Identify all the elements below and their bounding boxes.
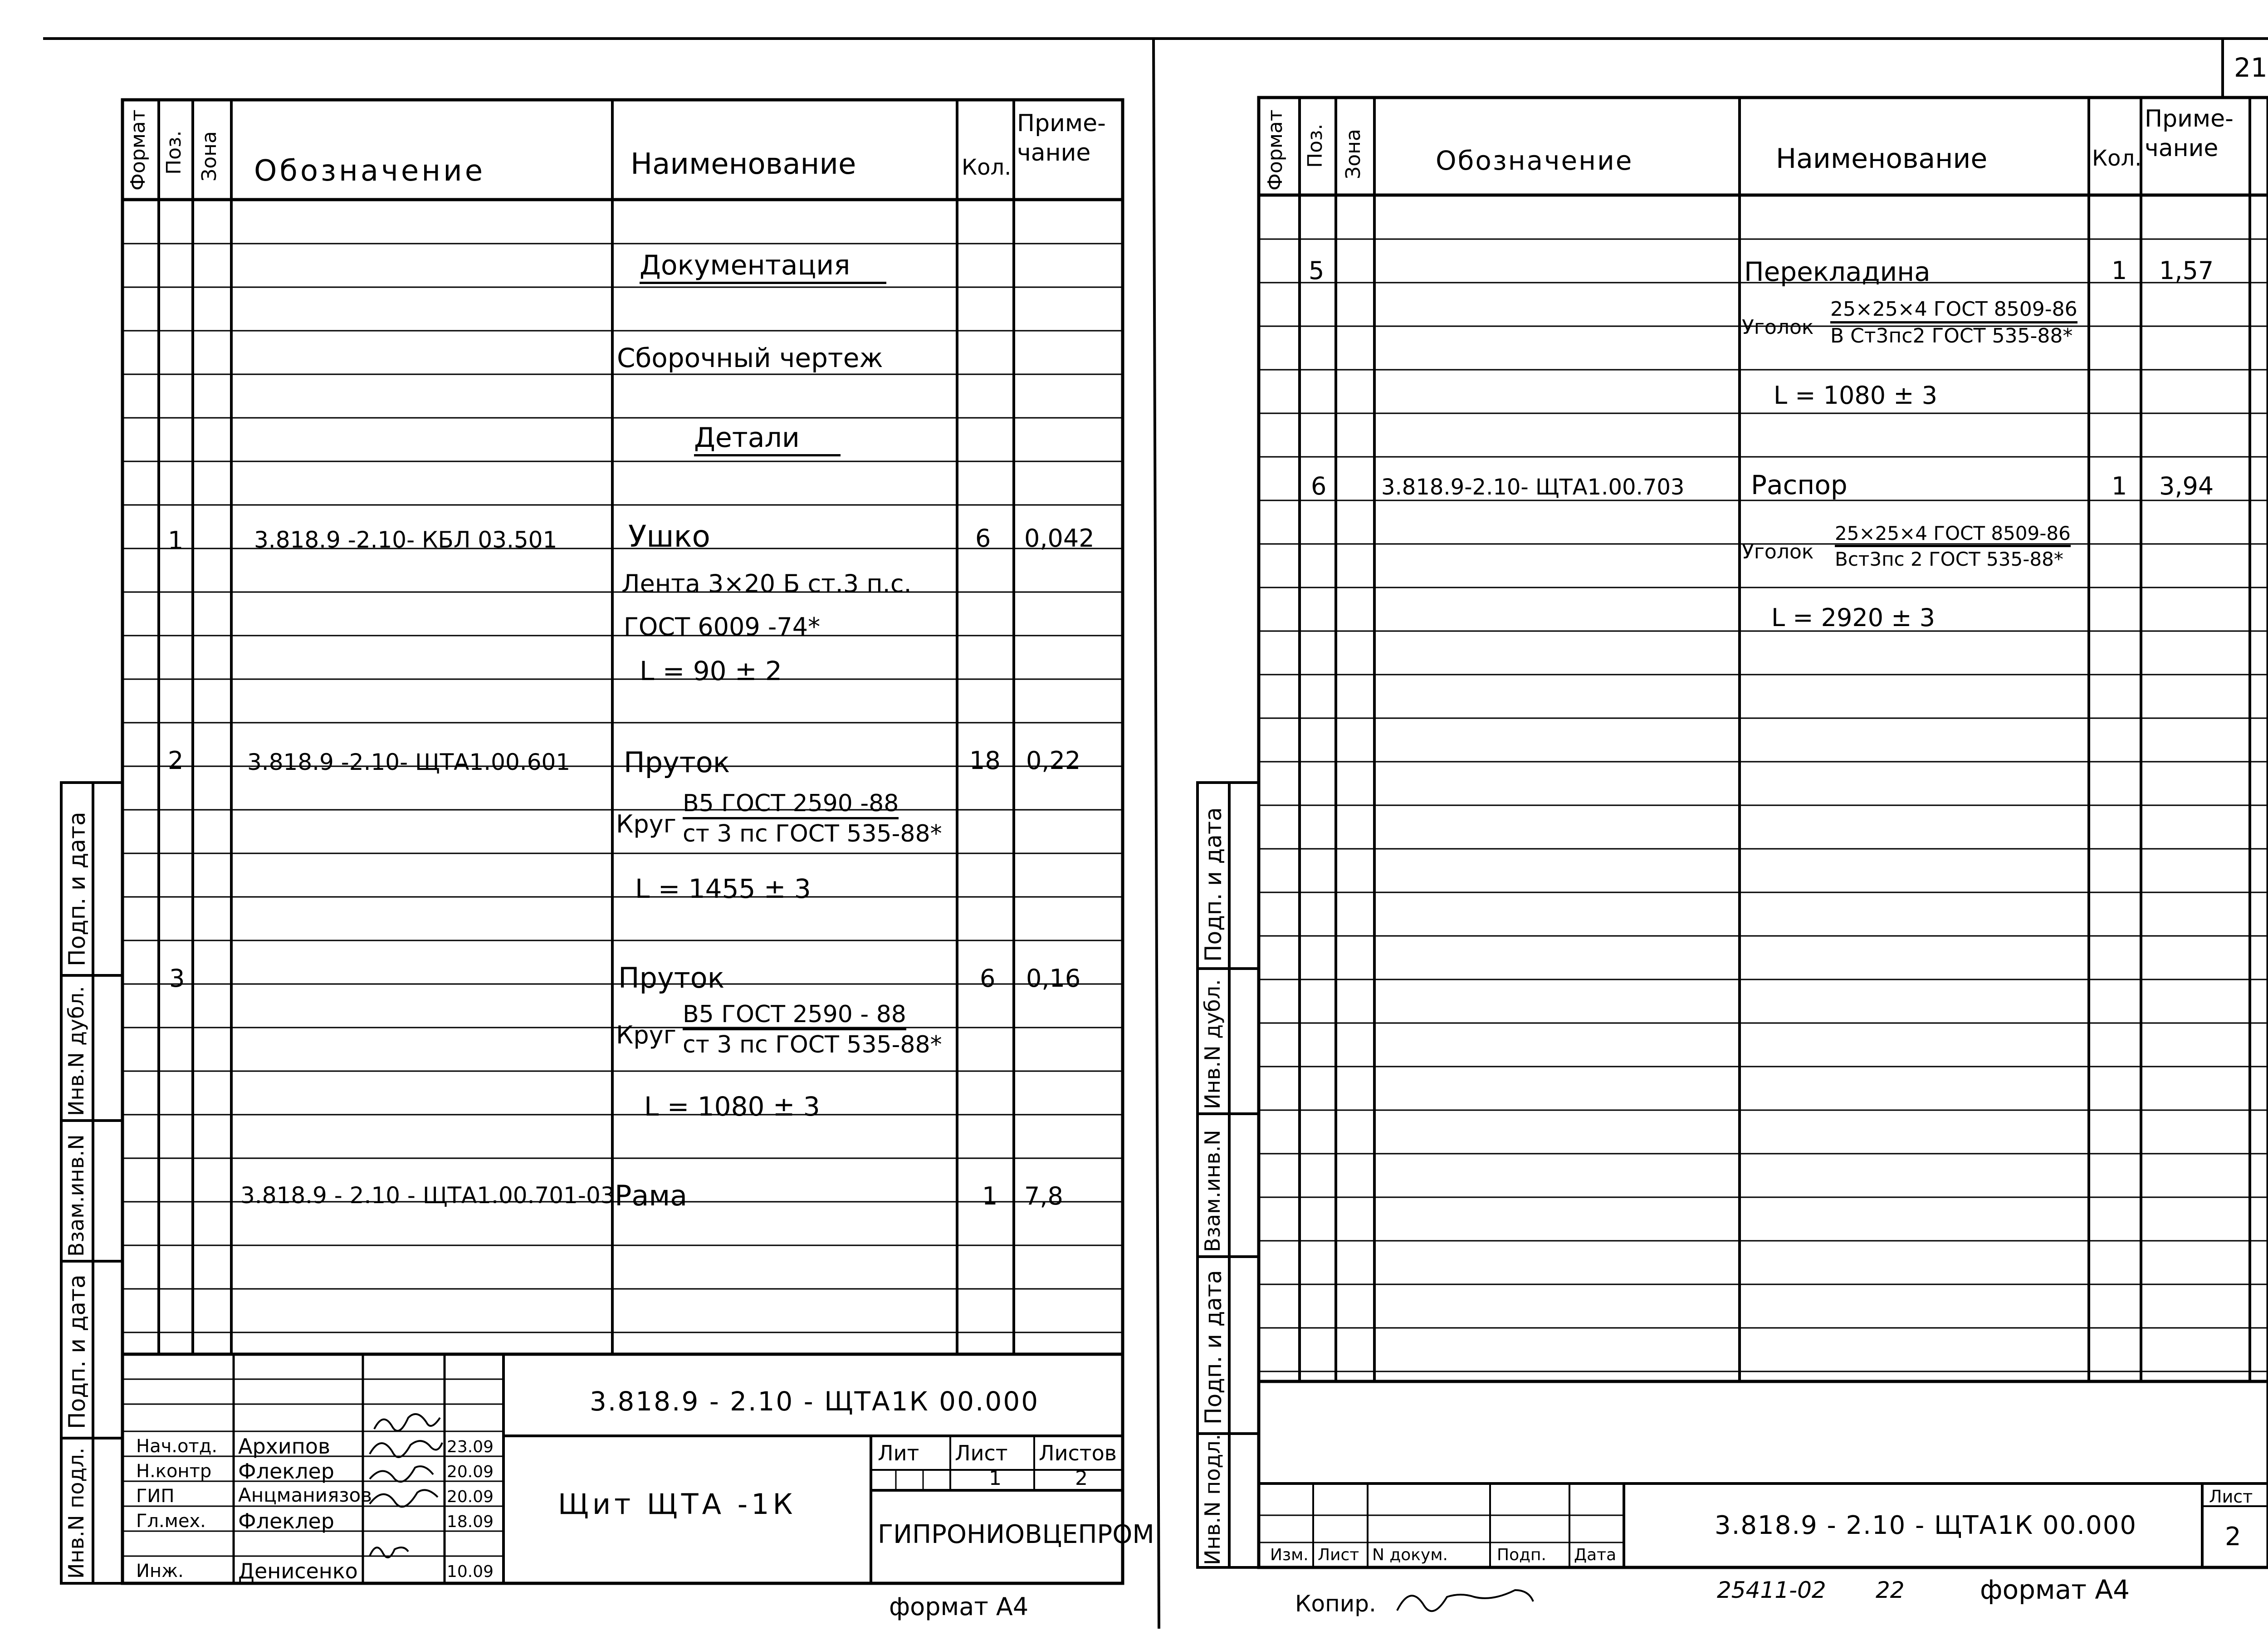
stamp-inv-duplicate: Инв.N дубл.	[1200, 979, 1225, 1109]
row-name: Пруток	[624, 746, 730, 779]
header-note: Приме- чание	[1017, 110, 1106, 166]
date: 20.09	[447, 1488, 494, 1506]
role: Нач.отд.	[136, 1436, 218, 1457]
assembly-drawing-label: Сборочный чертеж	[617, 343, 883, 373]
person: Архипов	[238, 1434, 331, 1459]
row-material-fraction	[683, 792, 942, 846]
stamp-sign-date: Подп. и дата	[64, 1274, 90, 1429]
order-number: 25411-02	[1717, 1577, 1826, 1603]
sheets-label: Листов	[1039, 1441, 1117, 1465]
row-pos: 3	[169, 964, 185, 993]
row-length: L = 1080 ± 3	[1774, 381, 1938, 410]
row-note: 0,22	[1026, 746, 1081, 775]
header-designation: Обозначение	[1436, 145, 1633, 176]
role: Гл.мех.	[136, 1511, 206, 1532]
sheet-label: Лист	[2209, 1487, 2253, 1507]
stamp-replace-inv: Взам.инв.N	[64, 1134, 88, 1257]
row-qty: 6	[980, 964, 996, 993]
header-name: Наименование	[631, 147, 856, 181]
row-qty: 1	[982, 1182, 998, 1210]
revision-col: N докум.	[1372, 1546, 1448, 1564]
row-qty: 6	[975, 524, 991, 553]
stamp-inv-original: Инв.N подл.	[1200, 1434, 1225, 1565]
row-material: Лента 3×20 Б ст.3 п.с.	[621, 569, 912, 598]
header-format: Формат	[127, 109, 150, 191]
date: 20.09	[447, 1463, 494, 1481]
row-name: Распор	[1751, 470, 1848, 500]
revision-col: Дата	[1574, 1546, 1617, 1564]
format-label: формат А4	[889, 1592, 1029, 1621]
stamp-sign-date: Подп. и дата	[1200, 807, 1227, 962]
date: 10.09	[447, 1562, 494, 1581]
row-material-fraction	[1830, 299, 2077, 346]
row-material-prefix: Круг	[616, 1021, 676, 1049]
doc-code: 3.818.9 - 2.10 - ЩТА1К 00.000	[590, 1386, 1040, 1417]
fraction-numerator: 25×25×4 ГОСТ 8509-86	[1830, 299, 2077, 323]
person: Флеклер	[238, 1509, 334, 1533]
fraction-denominator: ст 3 пс ГОСТ 535-88*	[683, 1031, 942, 1058]
row-pos: 5	[1309, 256, 1325, 285]
sheet-number: 21	[2234, 52, 2268, 83]
date: 18.09	[447, 1513, 494, 1531]
row-material-fraction	[683, 1003, 942, 1057]
header-format: Формат	[1264, 109, 1287, 191]
organization: ГИПРОНИОВЦЕПРОМ	[878, 1520, 1154, 1549]
copy-label: Копир.	[1295, 1591, 1376, 1617]
stamp-inv-original: Инв.N подл.	[64, 1447, 88, 1579]
fraction-numerator: 25×25×4 ГОСТ 8509-86	[1835, 524, 2071, 547]
lit-label: Лит	[878, 1441, 919, 1465]
fraction-denominator: В Ст3пс2 ГОСТ 535-88*	[1830, 324, 2073, 348]
stamp-sign-date: Подп. и дата	[64, 812, 90, 966]
row-length: L = 90 ± 2	[640, 656, 782, 686]
header-note: Приме- чание	[2145, 105, 2234, 162]
row-name: Перекладина	[1744, 256, 1931, 287]
row-material-prefix: Уголок	[1742, 540, 1814, 563]
section-documentation: Документация	[640, 252, 886, 284]
row-name: Ушко	[628, 519, 710, 554]
row-material-prefix: Круг	[616, 810, 676, 838]
page-number: 22	[1876, 1577, 1905, 1603]
row-material-prefix: Уголок	[1742, 316, 1814, 339]
header-zone: Зона	[1342, 129, 1365, 179]
row-pos: 6	[1311, 472, 1327, 500]
sheet-value: 1	[989, 1467, 1002, 1490]
fraction-numerator: В5 ГОСТ 2590 - 88	[683, 1003, 906, 1030]
row-name: Пруток	[618, 961, 725, 994]
stamp-sign-date: Подп. и дата	[1200, 1270, 1227, 1425]
stamp-inv-duplicate: Инв.N дубл.	[64, 986, 88, 1116]
revision-col: Изм.	[1270, 1546, 1309, 1564]
revision-col: Подп.	[1497, 1546, 1546, 1564]
row-length: L = 2920 ± 3	[1771, 603, 1936, 632]
row-qty: 18	[969, 746, 1001, 775]
header-pos: Поз.	[162, 130, 186, 175]
row-designation: 3.818.9 -2.10- КБЛ 03.501	[254, 527, 557, 553]
header-zone: Зона	[198, 131, 221, 181]
row-note: 0,16	[1026, 964, 1081, 993]
header-qty: Кол.	[2092, 146, 2142, 171]
fraction-denominator: ст 3 пс ГОСТ 535-88*	[683, 820, 942, 847]
revision-col: Лист	[1318, 1546, 1359, 1564]
role: Н.контр	[136, 1461, 212, 1482]
date: 23.09	[447, 1438, 494, 1456]
row-designation: 3.818.9-2.10- ЩТА1.00.703	[1381, 475, 1685, 500]
row-pos: 1	[168, 526, 184, 555]
section-parts: Детали	[694, 424, 841, 456]
header-name: Наименование	[1776, 143, 1988, 175]
row-length: L = 1080 ± 3	[644, 1091, 820, 1122]
row-qty: 1	[2112, 472, 2127, 500]
row-note: 3,94	[2159, 472, 2214, 500]
row-designation: 3.818.9 - 2.10 - ЩТА1.00.701-03	[240, 1182, 615, 1209]
product-name: Щит ЩТА -1К	[558, 1488, 797, 1521]
sheet-value: 2	[2225, 1522, 2241, 1552]
fraction-numerator: В5 ГОСТ 2590 -88	[683, 792, 899, 819]
signatures	[370, 1414, 1533, 1611]
fraction-denominator: Вст3пс 2 ГОСТ 535-88*	[1835, 548, 2063, 570]
row-note: 0,042	[1024, 524, 1095, 553]
row-pos: 2	[168, 746, 184, 775]
sheets-value: 2	[1075, 1467, 1088, 1490]
person: Анцманиязов	[238, 1484, 372, 1506]
person: Флеклер	[238, 1459, 334, 1483]
role: Инж.	[136, 1561, 184, 1581]
row-standard: ГОСТ 6009 -74*	[624, 612, 821, 641]
row-designation: 3.818.9 -2.10- ЩТА1.00.601	[247, 749, 571, 775]
format-label: формат А4	[1980, 1574, 2130, 1605]
header-pos: Поз.	[1304, 123, 1327, 168]
header-designation: Обозначение	[254, 154, 486, 188]
stamp-replace-inv: Взам.инв.N	[1200, 1130, 1225, 1252]
row-length: L = 1455 ± 3	[635, 873, 811, 904]
person: Денисенко	[238, 1559, 358, 1583]
doc-code: 3.818.9 - 2.10 - ЩТА1К 00.000	[1715, 1511, 2137, 1540]
row-qty: 1	[2112, 256, 2127, 285]
row-note: 1,57	[2159, 256, 2214, 285]
row-note: 7,8	[1024, 1182, 1063, 1210]
header-qty: Кол.	[962, 155, 1012, 180]
sheet-label: Лист	[955, 1441, 1008, 1465]
role: ГИП	[136, 1486, 175, 1507]
row-name: Рама	[615, 1179, 688, 1212]
row-material-fraction	[1835, 524, 2071, 569]
